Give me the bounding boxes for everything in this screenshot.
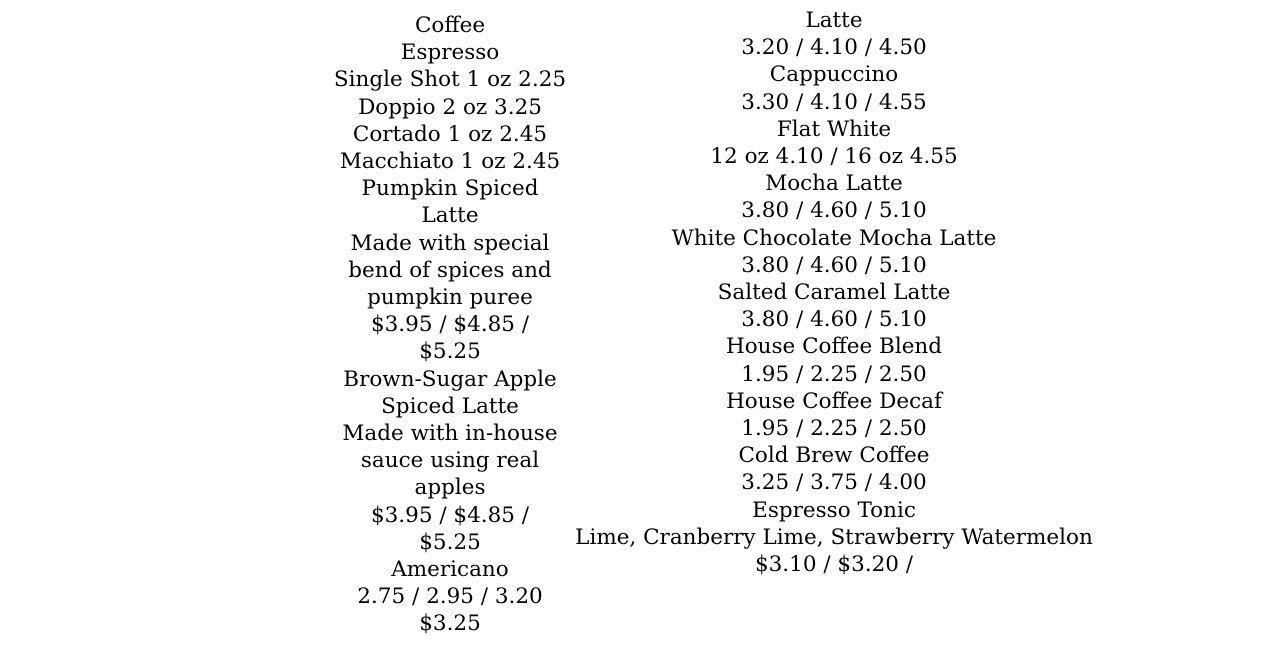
menu-line: Spiced Latte [381,393,519,419]
menu-column-left [330,12,570,638]
menu-line: Cortado 1 oz 2.45 [352,121,548,147]
menu-line: 3.25 / 3.75 / 4.00 [741,470,927,496]
menu-line: bend of spices and [348,257,552,283]
menu-line: $3.95 / $4.85 / [370,502,530,528]
menu-line: Lime, Cranberry Lime, Strawberry Watermelon [575,524,1093,550]
menu-line: Americano [391,557,509,583]
menu-line: Doppio 2 oz 3.25 [358,94,542,120]
menu-line: 3.20 / 4.10 / 4.50 [741,35,927,61]
menu-line: 3.80 / 4.60 / 5.10 [741,252,927,278]
menu-line: 1.95 / 2.25 / 2.50 [741,416,927,442]
menu-line: $3.25 [419,611,481,637]
menu-line: 3.80 / 4.60 / 5.10 [741,307,927,333]
menu-line: 12 oz 4.10 / 16 oz 4.55 [710,144,958,170]
menu-line: 3.80 / 4.60 / 5.10 [741,198,927,224]
menu-line: Macchiato 1 oz 2.45 [339,149,561,175]
menu-line: House Coffee Decaf [726,388,942,414]
menu-line: Salted Caramel Latte [717,280,951,306]
menu-line: Pumpkin Spiced [361,176,539,202]
menu-line: $5.25 [419,339,481,365]
menu-line: Single Shot 1 oz 2.25 [333,67,567,93]
menu-line: Brown-Sugar Apple [343,366,557,392]
menu-line: House Coffee Blend [725,334,943,360]
menu-line: 1.95 / 2.25 / 2.50 [741,361,927,387]
menu-line: $5.25 [419,529,481,555]
menu-line: sauce using real [360,448,540,474]
menu-line: Flat White [776,116,892,142]
menu-line: pumpkin puree [367,285,533,311]
menu-line: Espresso [400,40,500,66]
menu-line: Made with special [350,230,550,256]
menu-line: Made with in-house [342,421,558,447]
menu-line: 2.75 / 2.95 / 3.20 [357,584,543,610]
menu-line: Latte [421,203,479,229]
menu-line: Cappuccino [769,62,899,88]
menu-line: Cold Brew Coffee [738,443,930,469]
menu-line: $3.10 / $3.20 / [754,552,914,578]
menu-line: apples [414,475,486,501]
menu-column-right [560,7,1108,578]
menu-line: $3.95 / $4.85 / [370,312,530,338]
menu-line: Latte [805,8,863,33]
menu-line: White Chocolate Mocha Latte [671,225,997,251]
menu-line: Mocha Latte [765,171,903,197]
menu-line: 3.30 / 4.10 / 4.55 [741,89,927,115]
menu-line: Coffee [414,13,486,38]
menu-line: Espresso Tonic [752,497,916,523]
